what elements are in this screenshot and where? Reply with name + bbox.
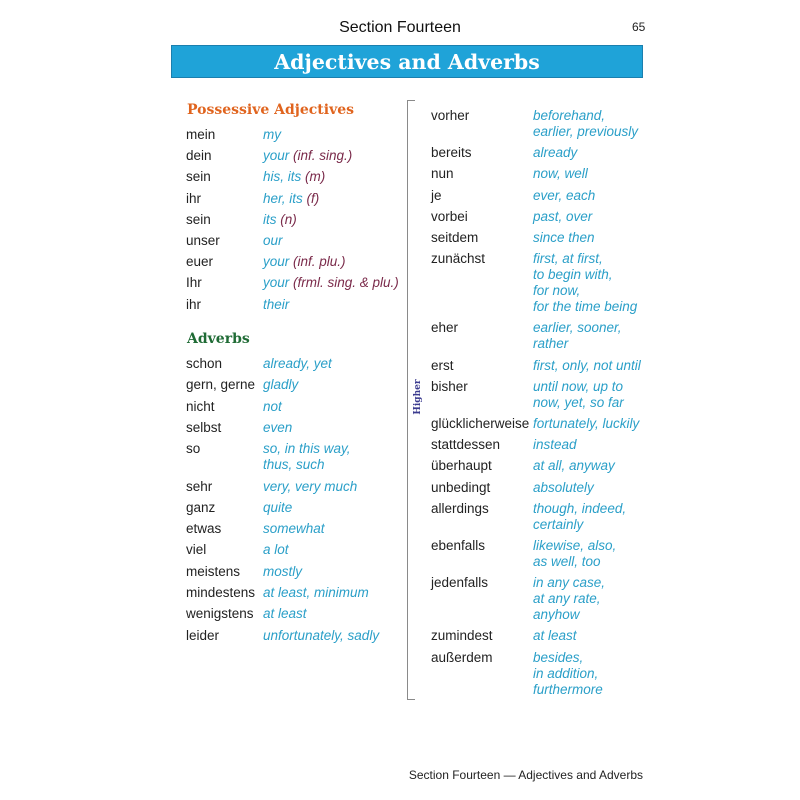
german-word: viel	[186, 542, 207, 558]
translation-text: at least, minimum	[263, 585, 369, 600]
translation-line	[533, 283, 637, 299]
translation-text: since then	[533, 230, 595, 245]
english-translation	[533, 188, 595, 204]
english-translation	[263, 233, 283, 249]
translation-text: fortunately, luckily	[533, 416, 640, 431]
grammar-note: (n)	[280, 211, 297, 227]
english-translation	[533, 501, 626, 533]
translation-line	[263, 212, 297, 228]
english-translation	[533, 416, 639, 432]
translation-line	[263, 521, 325, 537]
translation-text: her, its	[263, 190, 307, 206]
translation-text: for the time being	[533, 299, 638, 315]
translation-line	[263, 441, 351, 457]
page-number: 65	[632, 20, 646, 34]
german-word: überhaupt	[431, 458, 492, 474]
english-translation	[263, 542, 289, 558]
english-translation	[263, 628, 379, 644]
translation-text: your	[263, 254, 294, 270]
translation-line	[263, 479, 357, 495]
translation-text: thus, such	[263, 457, 325, 473]
translation-text: as well, too	[533, 554, 601, 569]
translation-text: in addition,	[533, 665, 599, 681]
translation-text: very, very much	[263, 478, 358, 494]
german-word: je	[431, 187, 442, 203]
translation-text: likewise, also,	[533, 538, 617, 553]
english-translation	[533, 379, 624, 411]
english-translation	[263, 500, 292, 516]
translation-line	[533, 108, 638, 124]
translation-line	[263, 399, 282, 415]
english-translation	[533, 209, 592, 225]
translation-text: at any rate,	[533, 591, 601, 607]
translation-text: at least	[263, 606, 307, 622]
translation-line	[533, 666, 603, 682]
german-word: jedenfalls	[431, 575, 489, 591]
english-translation	[263, 127, 281, 143]
german-word: nicht	[186, 398, 215, 414]
german-word: gern, gerne	[186, 377, 256, 393]
translation-line	[263, 127, 281, 143]
level-label: Higher	[413, 379, 423, 415]
english-translation	[263, 254, 346, 270]
english-translation	[263, 212, 297, 228]
translation-line	[533, 395, 624, 411]
translation-text: at all, anyway	[533, 458, 615, 474]
german-word: unbedingt	[431, 479, 491, 495]
german-word: zunächst	[431, 251, 486, 267]
english-translation	[533, 437, 577, 453]
english-translation	[533, 480, 594, 496]
translation-line	[533, 299, 637, 315]
translation-text: mostly	[263, 563, 303, 579]
english-translation	[263, 441, 351, 473]
translation-line	[263, 377, 298, 393]
translation-line	[533, 145, 577, 161]
translation-line	[533, 480, 594, 496]
translation-line	[263, 628, 379, 644]
translation-line	[533, 458, 615, 474]
translation-text: rather	[533, 336, 569, 352]
translation-line	[533, 124, 638, 140]
german-word: bereits	[431, 145, 472, 161]
german-word: glücklicherweise	[431, 416, 530, 431]
translation-line	[533, 416, 639, 432]
english-translation	[263, 564, 302, 580]
german-word: erst	[431, 357, 454, 373]
translation-text: to begin with,	[533, 267, 613, 283]
english-translation	[533, 166, 588, 182]
translation-line	[263, 297, 289, 313]
translation-line	[533, 682, 603, 698]
german-word: sehr	[186, 478, 213, 494]
english-translation	[263, 356, 332, 372]
german-word: Ihr	[186, 275, 202, 291]
translation-text: beforehand,	[533, 108, 606, 123]
translation-line	[533, 628, 577, 644]
possessive-adjectives-heading: Possessive Adjectives	[187, 102, 355, 118]
translation-text: furthermore	[533, 681, 603, 697]
translation-text: somewhat	[263, 521, 325, 537]
translation-line	[533, 379, 624, 395]
english-translation	[263, 377, 298, 393]
english-translation	[533, 575, 605, 623]
english-translation	[263, 297, 289, 313]
translation-text: quite	[263, 499, 293, 515]
translation-line	[533, 230, 595, 246]
translation-line	[263, 585, 369, 601]
german-word: so	[186, 441, 201, 457]
german-word: leider	[186, 627, 220, 643]
ruler-line	[407, 100, 408, 700]
translation-line	[533, 650, 603, 666]
translation-line	[533, 517, 626, 533]
grammar-note: (inf. sing.)	[293, 148, 353, 164]
english-translation	[263, 148, 352, 164]
english-translation	[533, 145, 577, 161]
english-translation	[263, 169, 325, 185]
grammar-note: (frml. sing. & plu.)	[293, 275, 399, 291]
translation-line	[263, 606, 307, 622]
english-translation	[263, 191, 319, 207]
english-translation	[263, 521, 325, 537]
german-word: allerdings	[431, 500, 489, 516]
translation-line	[263, 148, 352, 164]
german-word: seitdem	[431, 230, 479, 245]
german-word: zumindest	[431, 628, 493, 644]
translation-line	[533, 320, 622, 336]
translation-text: certainly	[533, 516, 584, 532]
translation-text: my	[263, 127, 281, 142]
translation-text: at least	[533, 628, 577, 644]
translation-text: your	[263, 275, 294, 291]
ruler-top-tick	[407, 100, 415, 101]
english-translation	[263, 275, 399, 291]
translation-text: for now,	[533, 283, 581, 299]
translation-text: earlier, previously	[533, 124, 639, 139]
translation-text: unfortunately, sadly	[263, 627, 380, 643]
translation-line	[533, 336, 622, 352]
translation-text: absolutely	[533, 479, 594, 495]
german-word: vorbei	[431, 208, 468, 224]
german-word: bisher	[431, 378, 468, 394]
german-word: nun	[431, 166, 454, 182]
translation-text: now, well	[533, 166, 588, 182]
translation-line	[533, 267, 637, 283]
translation-text: its	[263, 211, 281, 227]
translation-line	[533, 607, 605, 623]
translation-line	[263, 500, 292, 516]
translation-line	[263, 254, 346, 270]
german-word: stattdessen	[431, 437, 501, 453]
translation-text: earlier, sooner,	[533, 320, 622, 336]
translation-line	[263, 191, 319, 207]
english-translation	[533, 358, 641, 374]
translation-line	[533, 358, 641, 374]
translation-text: first, only, not until	[533, 357, 641, 373]
english-translation	[533, 251, 637, 315]
translation-text: gladly	[263, 377, 299, 393]
german-word: eher	[431, 320, 459, 336]
german-word: etwas	[186, 521, 222, 537]
translation-text: though, indeed,	[533, 500, 627, 516]
english-translation	[533, 458, 615, 474]
translation-text: his, its	[263, 169, 306, 185]
translation-line	[263, 275, 399, 291]
german-word: mein	[186, 127, 216, 142]
translation-text: instead	[533, 437, 577, 453]
translation-line	[263, 233, 283, 249]
translation-line	[533, 575, 605, 591]
grammar-note: (inf. plu.)	[293, 254, 346, 270]
translation-text: ever, each	[533, 187, 596, 203]
translation-text: our	[263, 233, 283, 248]
translation-text: past, over	[533, 208, 593, 224]
german-word: ihr	[186, 190, 202, 206]
german-word: unser	[186, 233, 220, 248]
translation-text: in any case,	[533, 575, 606, 591]
page-title: Adjectives and Adverbs	[274, 49, 540, 74]
level-marker	[412, 370, 424, 430]
translation-text: besides,	[533, 649, 584, 665]
page-footer: Section Fourteen — Adjectives and Adverbs	[408, 768, 643, 782]
translation-line	[533, 501, 626, 517]
translation-text: until now, up to	[533, 378, 624, 394]
translation-line	[533, 538, 616, 554]
translation-text: even	[263, 419, 293, 435]
translation-line	[533, 166, 588, 182]
german-word: ebenfalls	[431, 538, 486, 553]
translation-text: a lot	[263, 542, 289, 558]
translation-text: not	[263, 398, 282, 414]
ruler-bottom-tick	[407, 699, 415, 700]
translation-line	[263, 542, 289, 558]
translation-line	[533, 188, 595, 204]
german-word: wenigstens	[186, 606, 254, 622]
translation-line	[263, 564, 302, 580]
german-word: ganz	[186, 499, 216, 515]
translation-text: their	[263, 296, 290, 312]
english-translation	[263, 479, 357, 495]
translation-text: your	[263, 148, 294, 164]
english-translation	[533, 320, 622, 352]
translation-line	[533, 437, 577, 453]
translation-line	[263, 169, 325, 185]
grammar-note: (m)	[305, 169, 326, 185]
translation-text: so, in this way,	[263, 441, 351, 457]
german-word: mindestens	[186, 585, 256, 600]
german-word: euer	[186, 254, 214, 270]
german-word: sein	[186, 169, 211, 185]
section-label: Section Fourteen	[339, 19, 461, 36]
english-translation	[263, 420, 292, 436]
translation-text: already, yet	[263, 356, 332, 371]
german-word: selbst	[186, 419, 222, 435]
translation-line	[533, 209, 592, 225]
german-word: ihr	[186, 296, 202, 312]
translation-line	[263, 356, 332, 372]
english-translation	[533, 538, 616, 570]
translation-text: now, yet, so far	[533, 394, 624, 410]
german-word: sein	[186, 211, 211, 227]
translation-line	[263, 457, 351, 473]
german-word: schon	[186, 356, 223, 371]
translation-line	[533, 591, 605, 607]
english-translation	[533, 628, 577, 644]
title-banner	[171, 45, 643, 78]
german-word: meistens	[186, 563, 241, 579]
translation-text: first, at first,	[533, 251, 603, 267]
english-translation	[263, 606, 307, 622]
german-word: dein	[186, 148, 212, 164]
english-translation	[263, 585, 369, 601]
grammar-note: (f)	[306, 190, 320, 206]
german-word: außerdem	[431, 649, 493, 665]
english-translation	[533, 108, 638, 140]
english-translation	[263, 399, 282, 415]
english-translation	[533, 230, 595, 246]
english-translation	[533, 650, 603, 698]
adverbs-heading: Adverbs	[187, 331, 250, 347]
translation-line	[533, 554, 616, 570]
translation-text: anyhow	[533, 607, 580, 623]
translation-line	[533, 251, 637, 267]
german-word: vorher	[431, 108, 470, 123]
translation-line	[263, 420, 292, 436]
translation-text: already	[533, 145, 578, 161]
